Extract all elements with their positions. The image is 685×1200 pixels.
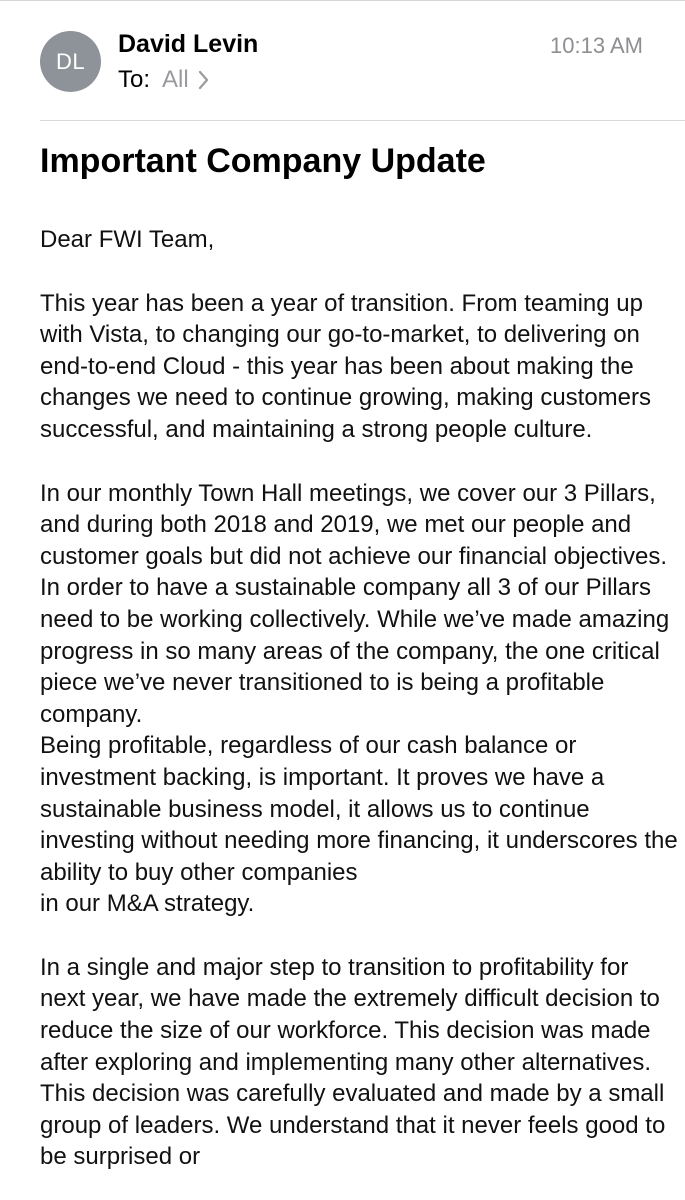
- recipient-line[interactable]: [118, 64, 209, 96]
- email-subject: Important Company Update: [40, 142, 486, 180]
- body-paragraph: This year has been a year of transition. From teaming up with Vista, to changing our go-to-market, to delivering on end-to-end Cloud - this year has been about making the changes we need to continue growing, making customers successful, and maintaining a strong people culture.: [40, 289, 652, 443]
- body-paragraph: Being profitable, regardless of our cash balance or investment backing, is important. It proves we have a sustainable business model, it allows us to continue investing without needing more financing, it underscores the ability to buy other companies in our M&A strategy.: [40, 732, 678, 918]
- body-paragraph: In our monthly Town Hall meetings, we cover our 3 Pillars, and during both 2018 and 2019, we met our people and customer goals but did not achieve our financial objectives. In order to have a sustainable company all 3 of our Pillars need to be working collectively. While we’ve made amazing progress in so many areas of the company, the one critical piece we’ve never transitioned to is being a profitable company.: [40, 479, 670, 728]
- sender-name[interactable]: David Levin: [118, 30, 259, 58]
- message-timestamp: 10:13 AM: [550, 33, 643, 58]
- sender-avatar[interactable]: [40, 31, 101, 92]
- avatar-initials: DL: [55, 48, 86, 74]
- recipient-value[interactable]: All: [162, 66, 189, 93]
- body-paragraph: In a single and major step to transition to profitability for next year, we have made the extremely difficult decision to reduce the size of our workforce. This decision was made after exploring and implementing many other alternatives. This decision was carefully evaluated and made by a small group of leaders. We understand that it never feels good to be surprised or: [40, 953, 666, 1171]
- recipient-label: To:: [118, 66, 151, 93]
- chevron-right-icon[interactable]: [198, 70, 209, 90]
- email-body: [40, 224, 680, 1173]
- header-divider: [40, 120, 685, 121]
- email-greeting: Dear FWI Team,: [40, 226, 215, 253]
- email-header: [0, 0, 685, 121]
